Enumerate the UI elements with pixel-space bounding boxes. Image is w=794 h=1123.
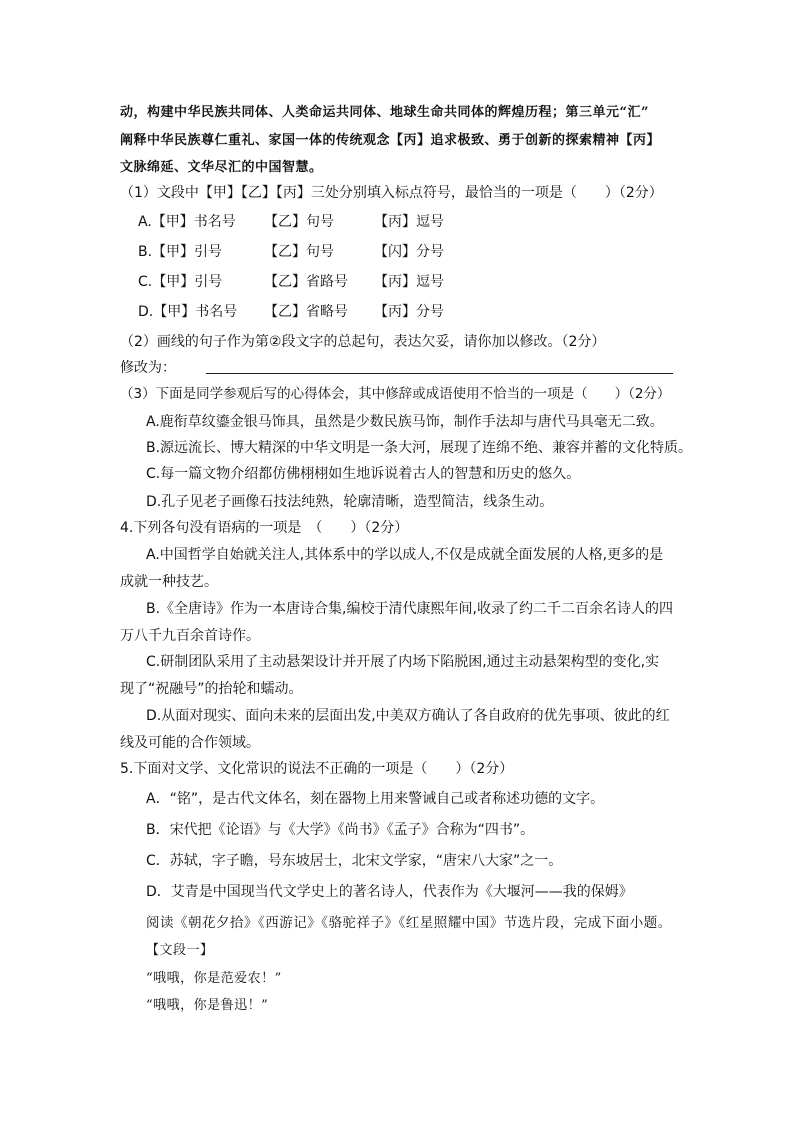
intro-line-2: 阐释中华民族尊仁重礼、家国一体的传统观念【丙】追求极致、勇于创新的探索精神【丙】 — [120, 133, 661, 148]
q4-option-d-line1: D.从面对现实、面向未来的层面出发,中美双方确认了各自政府的优先事项、彼此的红 — [146, 708, 670, 724]
q3-stem: （3）下面是同学参观后写的心得体会，其中修辞或成语使用不恰当的一项是（ ）（2分） — [120, 386, 671, 402]
q4-option-b-line1: B.《全唐诗》作为一本唐诗合集,编校于清代康熙年间,收录了约二千二百余名诗人的四 — [146, 601, 673, 617]
q3-option-c: C.每一篇文物介绍都仿佛栩栩如生地诉说着古人的智慧和历史的悠久。 — [146, 466, 581, 482]
q2-answer-label: 修改为： — [120, 360, 176, 376]
q3-option-b: B.源远流长、博大精深的中华文明是一条大河，展现了连绵不绝、兼容并蓄的文化特质。 — [146, 440, 693, 456]
q5-option-d: D．艾青是中国现当代文学史上的著名诗人，代表作为《大堰河——我的保姆》 — [146, 884, 633, 900]
q1-option-d-jia: D.【甲】书名号 — [138, 304, 238, 320]
reading-line-1: “哦哦，你是范爱农！” — [146, 971, 282, 986]
q4-option-a-line2: 成就一种技艺。 — [120, 574, 218, 590]
q1-option-b-jia: B.【甲】引号 — [138, 244, 223, 260]
q5-stem: 5.下面对文学、文化常识的说法不正确的一项是（ ）（2分） — [120, 761, 514, 777]
reading-section-title: 【文段一】 — [146, 943, 214, 958]
q1-option-a-bing: 【丙】逗号 — [374, 214, 444, 230]
intro-line-3: 文脉绵延、文华尽汇的中国智慧。 — [120, 160, 323, 175]
q4-stem: 4.下列各句没有语病的一项是 （ ）（2分） — [120, 520, 409, 536]
q1-option-d — [138, 302, 444, 322]
reading-line-2: “哦哦，你是鲁迅！” — [146, 998, 269, 1013]
q1-option-c — [138, 272, 444, 292]
q4-option-d-line2: 线及可能的合作领域。 — [120, 735, 260, 751]
q1-option-a-jia: A.【甲】书名号 — [138, 214, 236, 230]
q5-option-a: A．“铭”，是古代文体名，刻在器物上用来警诫自己或者称述功德的文字。 — [146, 791, 605, 807]
q1-option-b — [138, 242, 444, 262]
q2-stem: （2）画线的句子作为第②段文字的总起句，表达欠妥，请你加以修改。（2分） — [120, 334, 606, 350]
intro-line-1: 动，构建中华民族共同体、人类命运共同体、地球生命共同体的辉煌历程；第三单元“汇” — [120, 105, 649, 120]
q3-option-a: A.鹿衔草纹鎏金银马饰具，虽然是少数民族马饰，制作手法却与唐代马具毫无二致。 — [146, 414, 664, 430]
q1-option-b-bing: 【闪】分号 — [374, 244, 444, 260]
q4-option-a-line1: A.中国哲学自始就关注人,其体系中的学以成人,不仅是成就全面发展的人格,更多的是 — [146, 547, 664, 563]
q5-option-b: B．宋代把《论语》与《大学》《尚书》《孟子》合称为“四书”。 — [146, 822, 535, 838]
q3-option-d: D.孔子见老子画像石技法纯熟，轮廓清晰，造型简洁，线条生动。 — [146, 494, 554, 510]
q1-option-c-jia: C.【甲】引号 — [138, 274, 223, 290]
q1-option-d-bing: 【丙】分号 — [374, 304, 444, 320]
q1-option-c-yi: 【乙】省路号 — [264, 274, 348, 290]
q4-option-b-line2: 万八千九百余首诗作。 — [120, 628, 260, 644]
q5-option-c: C．苏轼，字子瞻，号东坡居士，北宋文学家，“唐宋八大家”之一。 — [146, 853, 563, 869]
q4-option-c-line1: C.研制团队采用了主动悬架设计并开展了内场下陷脱困,通过主动悬架构型的变化,实 — [146, 654, 660, 670]
q1-option-a — [138, 212, 444, 232]
q4-option-c-line2: 现了“祝融号”的抬轮和蠕动。 — [120, 681, 303, 697]
q1-option-b-yi: 【乙】句号 — [264, 244, 334, 260]
q2-answer-line[interactable] — [206, 373, 673, 374]
reading-instruction: 阅读《朝花夕拾》《西游记》《骆驼祥子》《红星照耀中国》节选片段，完成下面小题。 — [146, 915, 672, 931]
q1-stem: （1）文段中【甲】【乙】【丙】三处分别填入标点符号，最恰当的一项是（ ）（2分） — [120, 185, 663, 201]
q1-option-c-bing: 【丙】逗号 — [374, 274, 444, 290]
q1-option-a-yi: 【乙】句号 — [264, 214, 334, 230]
q1-option-d-yi: 【乙】省略号 — [264, 304, 348, 320]
